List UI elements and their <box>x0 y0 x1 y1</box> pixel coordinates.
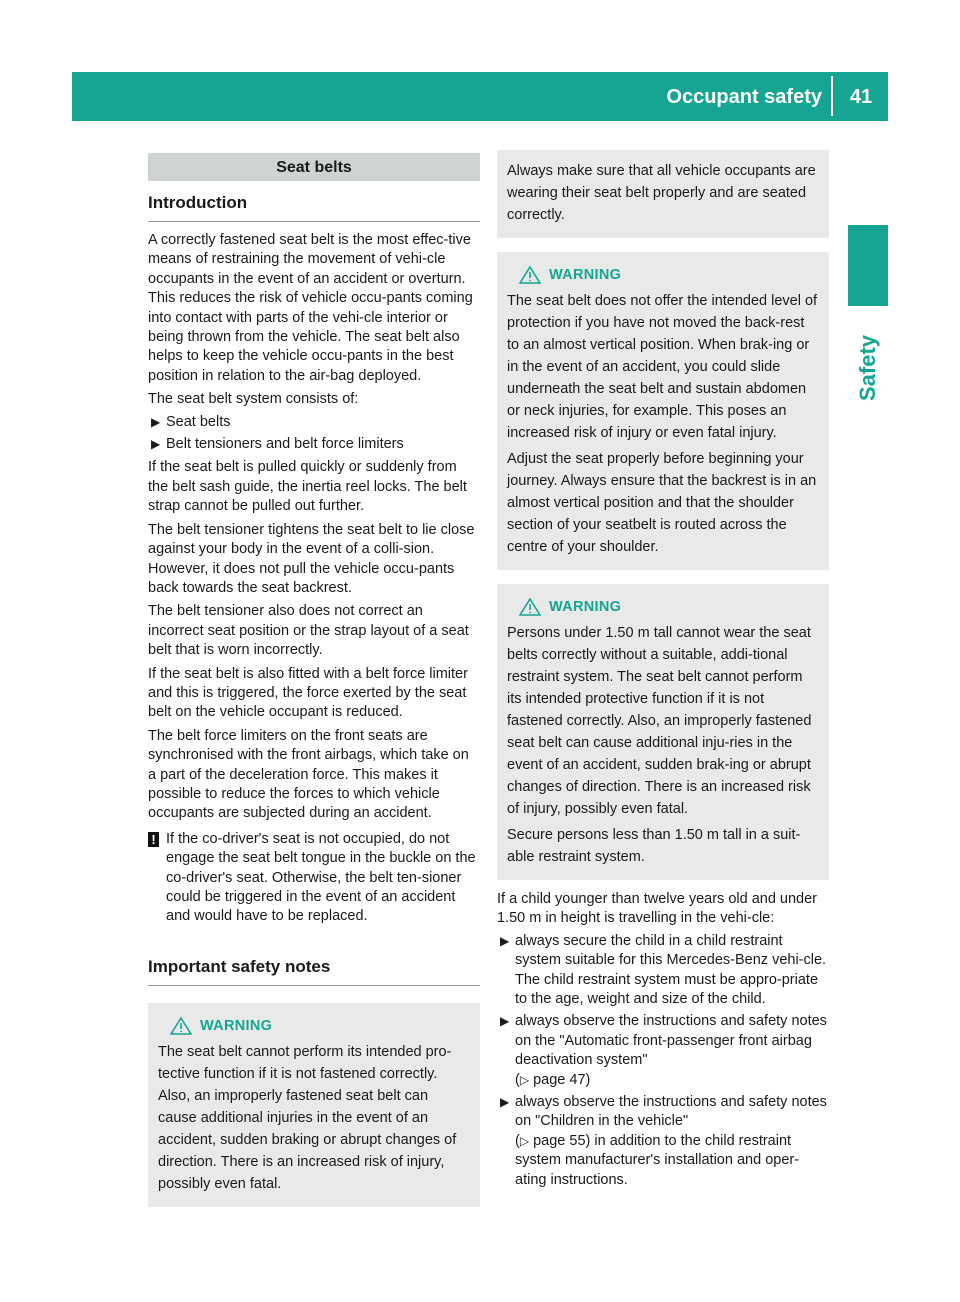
warning-header <box>507 598 819 616</box>
warning-text: Persons under 1.50 m tall cannot wear the seat belts correctly without a suitable, addi-tional restraint system. The seat belt cannot perform its intended protective function if it is not fastened correctly. Also, an improperly fastened seat belt can cause additional inju-ries in the event of an accident, sudden brak-ing or abrupt changes of direction. There is an increased risk of injury, possibly even fatal. <box>507 625 812 817</box>
warning-text: The seat belt does not offer the intended level of protection if you have not moved the back-rest to an almost vertical position. When brak-ing or in the event of an accident, you could slide underneath the seat belt and sustain abdomen or neck injuries, for example. This poses an increased risk of injury or even fatal injury. <box>507 293 818 441</box>
paragraph: The belt force limiters on the front seats are synchronised with the front airbags, which take on a part of the deceleration force. This makes it possible to reduce the forces to which vehicle occupants are subjected during an accident. <box>148 727 469 822</box>
warning-label: WARNING <box>200 1017 273 1034</box>
warning-text: Adjust the seat properly before beginning your journey. Always ensure that the backrest is in an almost vertical position and that the shoulder section of your seatbelt is routed across the centre of your shoulder. <box>507 451 817 555</box>
bullet-icon: ▶ <box>500 1095 510 1110</box>
warning-label: WARNING <box>549 599 622 615</box>
header-divider <box>831 76 833 116</box>
list-item-text: Seat belts <box>166 413 231 430</box>
paragraph: The seat belt system consists of: <box>148 391 359 408</box>
paragraph: The belt tensioner also does not correct an incorrect seat position or the strap layout of a seat belt that is worn incorrectly. <box>148 603 469 659</box>
warning-label: WARNING <box>549 267 622 283</box>
section-title: Seat belts <box>148 153 480 181</box>
page-reference-icon: ▷ <box>519 1133 530 1148</box>
warning-header <box>507 266 819 284</box>
warning-text: Secure persons less than 1.50 m tall in a suit-able restraint system. <box>507 827 801 865</box>
right-column <box>497 150 829 1190</box>
list-item-text: always observe the instructions and safety notes on the "Automatic front-passenger front airbag deactivation system" <box>515 1013 827 1069</box>
note-block <box>148 830 480 927</box>
info-box <box>497 150 829 238</box>
list-item: ▶ always observe the instructions and safety notes on "Children in the vehicle" (▷ page 55) in addition to the child restraint system manufacturer's installation and oper-ating instructions. <box>500 1094 827 1188</box>
warning-triangle-icon <box>519 598 541 616</box>
paragraph: A correctly fastened seat belt is the most effec-tive means of restraining the movement of vehi-cle occupants in the event of an accident or overturn. This reduces the risk of vehicle occu-pants coming into contact with parts of the vehi-cle interior or being thrown from the vehicle. The seat belt also helps to keep the vehicle occu-pants in the best position in relation to the air-bag deployed. <box>148 232 473 384</box>
page-reference-icon: ▷ <box>519 1072 530 1087</box>
paragraph: If the seat belt is also fitted with a belt force limiter and this is triggered, the force exerted by the seat belt on the vehicle occupant is reduced. <box>148 665 468 721</box>
warning-text: The seat belt cannot perform its intended pro-tective function if it is not fastened correctly. Also, an improperly fastened seat belt can cause additional injuries in the event of an accident, sudden braking or abrupt changes of direction. There is an increased risk of injury, possibly even fatal. <box>158 1043 457 1192</box>
list-item <box>148 413 480 432</box>
list-item-text: Belt tensioners and belt force limiters <box>166 436 404 453</box>
warning-header <box>158 1017 470 1035</box>
left-column <box>148 150 480 1207</box>
page-number: 41 <box>849 86 873 108</box>
subheading-introduction: Introduction <box>148 181 480 222</box>
bullet-icon: ▶ <box>151 414 161 429</box>
bullet-icon: ▶ <box>500 933 510 948</box>
bullet-icon: ▶ <box>151 437 161 452</box>
subheading-safety-notes: Important safety notes <box>148 945 480 986</box>
warning-box <box>148 1003 480 1207</box>
side-tab-marker <box>848 225 888 306</box>
list-item-text: always observe the instructions and safety notes on "Children in the vehicle" <box>515 1094 827 1130</box>
page-title: Occupant safety <box>666 86 822 108</box>
warning-triangle-icon <box>170 1017 192 1035</box>
warning-box <box>497 584 829 880</box>
paragraph: If the seat belt is pulled quickly or suddenly from the belt sash guide, the inertia reel locks. The belt strap cannot be pulled out further. <box>148 459 467 515</box>
paragraph: The belt tensioner tightens the seat belt to lie close against your body in the event of a colli-sion. However, it does not pull the vehicle occu-pants back towards the seat backrest. <box>148 521 475 596</box>
note-text: If the co-driver's seat is not occupied, do not engage the seat belt tongue in the buckle on the co-driver's seat. Otherwise, the belt ten-sioner could be triggered in the event of an accident and would have to be replaced. <box>166 830 476 925</box>
exclamation-icon: ! <box>148 832 159 847</box>
list-item <box>148 435 480 454</box>
bullet-icon: ▶ <box>500 1014 510 1029</box>
list-item: ▶ always observe the instructions and safety notes on the "Automatic front-passenger front airbag deactivation system" (▷ page 47) <box>500 1013 827 1088</box>
paragraph: If a child younger than twelve years old and under 1.50 m in height is travelling in the vehi-cle: <box>497 891 818 927</box>
list-item <box>497 932 829 1010</box>
info-text: Always make sure that all vehicle occupants are wearing their seat belt properly and are seated correctly. <box>507 163 816 223</box>
list-item-text: always secure the child in a child restraint system suitable for this Mercedes-Benz vehi-cle. The child restraint system must be appro-priate to the age, weight and size of the child. <box>515 932 827 1008</box>
side-tab-label: Safety <box>855 334 880 402</box>
page-reference-link[interactable]: page 47 <box>533 1071 586 1088</box>
warning-triangle-icon <box>519 266 541 284</box>
warning-box <box>497 252 829 570</box>
page-reference-link[interactable]: page 55 <box>533 1132 586 1149</box>
list-item-text: in addition to the child restraint system manufacturer's installation and oper-ating instructions. <box>515 1132 800 1188</box>
